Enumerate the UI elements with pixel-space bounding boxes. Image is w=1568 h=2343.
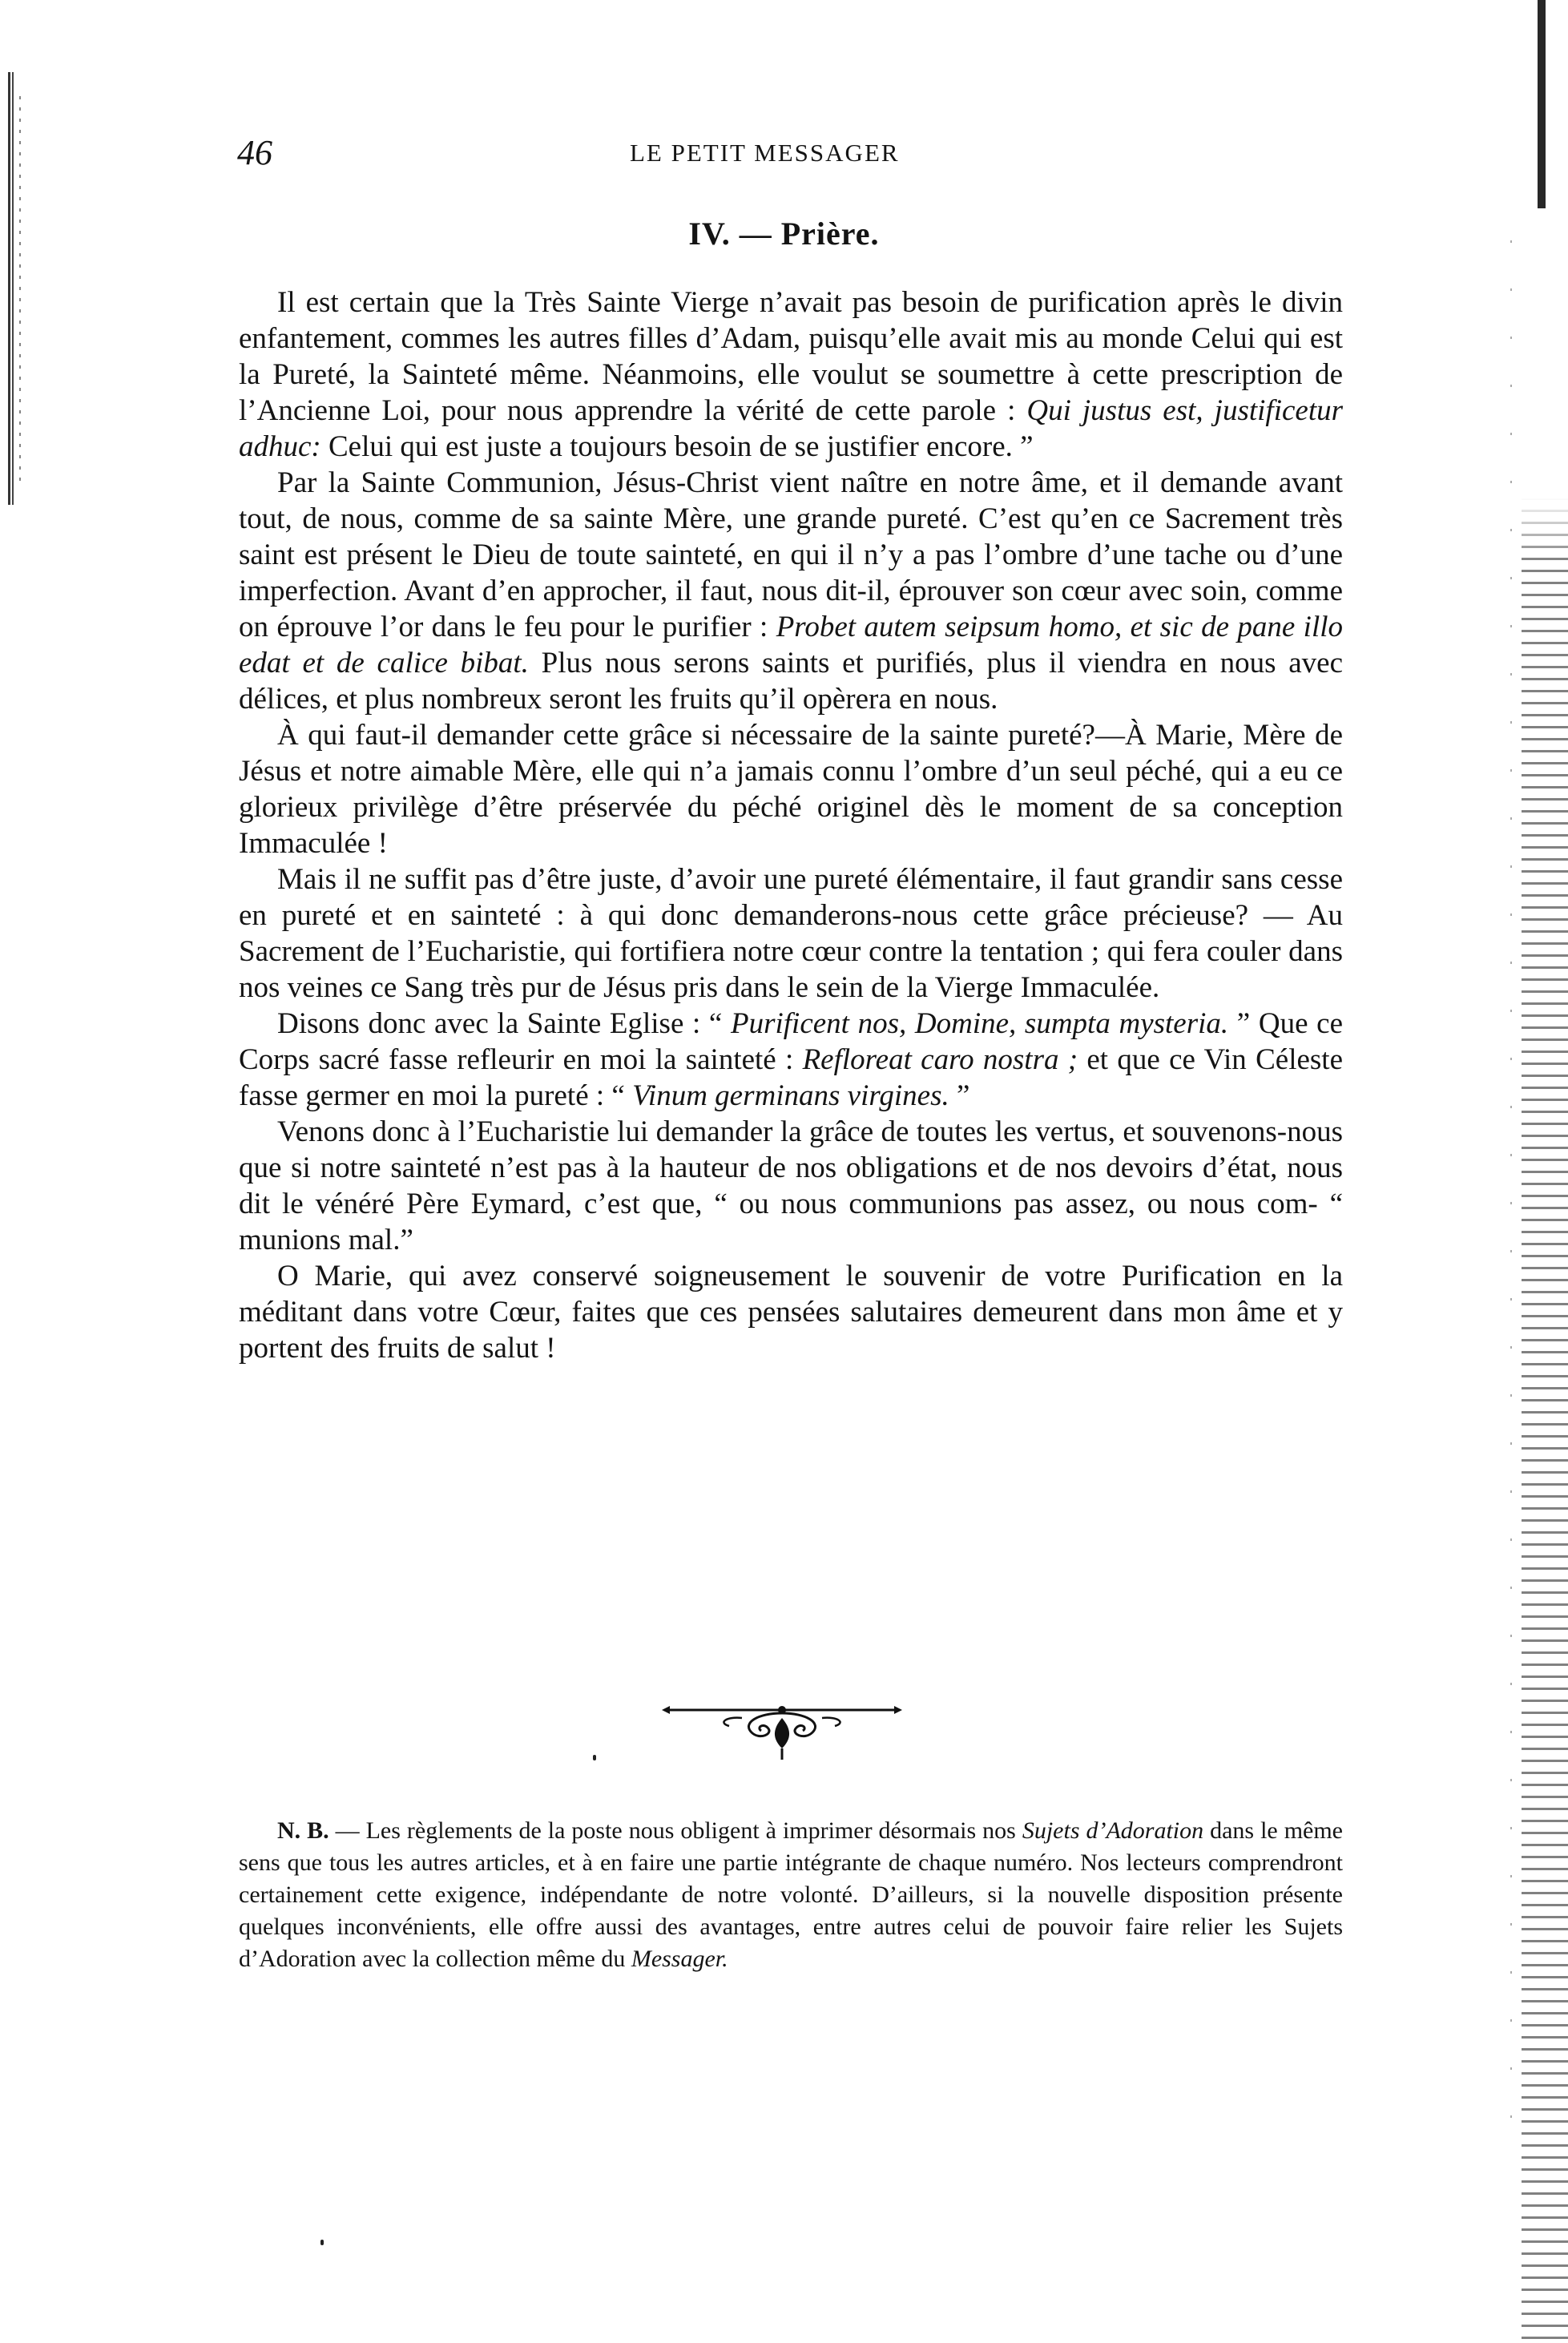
footnote-italic-text: Sujets d’Adoration xyxy=(1022,1817,1204,1844)
right-page-edge-marks xyxy=(1510,240,1512,2164)
paragraph-text: Plus nous serons saints et purifiés, plus il viendra en nous avec délices, et plus nombreux seront les fruits qu’il opèrera en nous. xyxy=(239,647,1343,716)
paragraph-text: Mais il ne suffit pas d’être juste, d’avoir une pureté élémentaire, il faut grandir sans cesse en pureté et en sainteté : à qui donc demanderons-nous cette grâce précieuse? — Au Sacrement de l’Eucharistie, qui fortifiera notre cœur contre la tentation ; qui fera couler dans nos veines ce Sang très pur de Jésus pris dans le sein de la Vierge Immaculée. xyxy=(239,863,1343,1004)
latin-quotation: Probet autem seipsum homo, et sic de pane illo edat et de calice bibat. xyxy=(239,611,1344,680)
right-page-edge-top xyxy=(1538,0,1546,208)
body-paragraph xyxy=(239,284,1343,465)
paragraph-text: Il est certain que la Très Sainte Vierge n’avait pas besoin de purification après le divin enfantement, commes les autres filles d’Adam, puisqu’elle avait mis au monde Celui qui est la Pureté, la Sainteté même. Néanmoins, elle voulut se soumettre à cette prescription de l’Ancienne Loi, pour nous apprendre la vérité de cette parole : xyxy=(239,286,1343,427)
paragraph-text: Disons donc avec la Sainte Eglise : “ xyxy=(277,1007,731,1040)
latin-quotation: Qui justus est, justificetur adhuc: xyxy=(239,394,1343,463)
paragraph-text: À qui faut-il demander cette grâce si nécessaire de la sainte pureté?—À Marie, Mère de Jésus et notre aimable Mère, elle qui n’a jamais connu l’ombre d’un seul péché, qui a eu ce glorieux privilège d’être préservée du péché originel dès le moment de sa conception Immaculée ! xyxy=(239,719,1343,860)
paragraph-text: O Marie, qui avez conservé soigneusement le souvenir de votre Purification en la méditant dans votre Cœur, faites que ces pensées salutaires demeurent dans mon âme et y portent des fruits de salut ! xyxy=(239,1260,1343,1365)
footnote xyxy=(239,1815,1343,1975)
running-head: LE PETIT MESSAGER xyxy=(630,139,900,167)
paragraph-text: et que ce Vin Céleste fasse germer en moi la pureté : “ xyxy=(239,1043,1343,1112)
paragraph-text: Venons donc à l’Eucharistie lui demander la grâce de toutes les vertus, et souvenons-nous que si notre sainteté n’est pas à la hauteur de nos obligations et de nos devoirs d’état, nous dit le vénéré Père Eymard, c’est que, “ ou nous communions pas assez, ou nous com- “ munions mal.” xyxy=(239,1115,1343,1256)
paragraph-text: ” xyxy=(949,1079,970,1112)
paragraph-text: ” Que ce Corps sacré fasse refleurir en moi la sainteté : xyxy=(239,1007,1343,1076)
footnote-label: N. B. xyxy=(277,1817,329,1844)
footnote-italic-text: Messager. xyxy=(631,1946,728,1972)
left-page-edge-marks xyxy=(19,96,21,481)
paragraph-text: Par la Sainte Communion, Jésus-Christ vient naître en notre âme, et il demande avant tout, de nous, comme de sa sainte Mère, une grande pureté. C’est qu’en ce Sacrement très saint est présent le Dieu de toute sainteté, en qui il n’y a pas l’ombre d’une tache ou d’une imperfection. Avant d’en approcher, il faut, nous dit-il, éprouver son cœur avec soin, comme on éprouve l’or dans le feu pour le purifier : xyxy=(239,466,1343,643)
body-paragraph xyxy=(239,1114,1343,1258)
right-page-edge xyxy=(1522,0,1568,2343)
left-page-edge xyxy=(8,72,15,505)
section-title: IV. — Prière. xyxy=(688,216,880,252)
body-paragraph xyxy=(239,1258,1343,1366)
footnote-plain-text: dans le même sens que tous les autres articles, et à en faire une partie intégrante de chaque numéro. Nos lecteurs comprendront certainement cette exigence, indépendante de notre volonté. D’ailleurs, si la nouvelle disposition présente quelques inconvénients, elle offre aussi des avantages, entre autres celui de pouvoir faire relier les Sujets d’Adoration avec la collection même du xyxy=(239,1817,1343,1972)
paragraph-text: Celui qui est juste a toujours besoin de se justifier encore. ” xyxy=(320,430,1034,463)
fleuron-ornament-icon xyxy=(662,1699,902,1763)
body-paragraph xyxy=(239,465,1343,717)
footnote-plain-text: — Les règlements de la poste nous obligent à imprimer désormais nos xyxy=(329,1817,1022,1844)
print-speck xyxy=(593,1755,596,1760)
footnote-text xyxy=(239,1817,1343,1972)
body-paragraph xyxy=(239,717,1343,861)
body-text xyxy=(239,284,1343,1366)
footnote-paragraph xyxy=(239,1815,1343,1975)
latin-quotation: Vinum germinans virgines. xyxy=(632,1079,949,1112)
page-number: 46 xyxy=(237,133,272,172)
latin-quotation: Refloreat caro nostra ; xyxy=(802,1043,1078,1076)
print-speck xyxy=(320,2240,324,2245)
page-header xyxy=(237,132,1343,180)
body-paragraph xyxy=(239,1006,1343,1114)
latin-quotation: Purificent nos, Domine, sumpta mysteria. xyxy=(731,1007,1229,1040)
body-paragraph xyxy=(239,861,1343,1006)
